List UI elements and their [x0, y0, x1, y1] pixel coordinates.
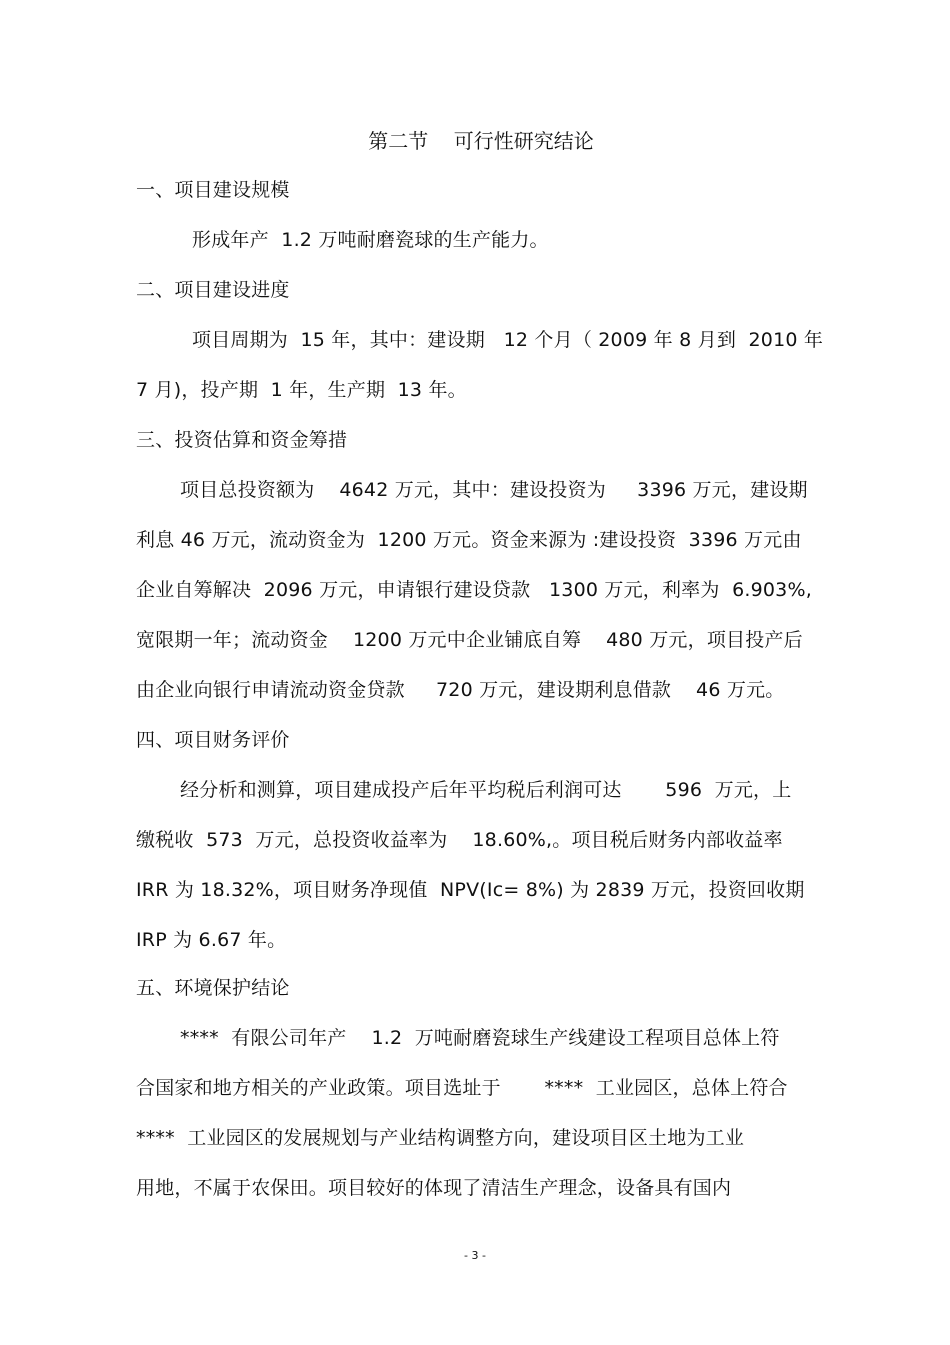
heading-investment: 三、投资估算和资金筹措 [136, 429, 348, 451]
paragraph-line: 项目总投资额为 4642 万元，其中：建设投资为 3396 万元，建设期 [180, 479, 808, 501]
paragraph-line: 宽限期一年；流动资金 1200 万元中企业铺底自筹 480 万元，项目投产后 [136, 629, 803, 651]
paragraph-line: 用地，不属于农保田。项目较好的体现了清洁生产理念，设备具有国内 [136, 1177, 732, 1199]
heading-project-scale: 一、项目建设规模 [136, 179, 290, 201]
paragraph-line: **** 工业园区的发展规划与产业结构调整方向，建设项目区土地为工业 [136, 1127, 745, 1149]
heading-environmental-conclusion: 五、环境保护结论 [136, 977, 290, 999]
heading-financial-evaluation: 四、项目财务评价 [136, 729, 290, 751]
paragraph-line: 项目周期为 15 年，其中：建设期 12 个月（ 2009 年 8 月到 2010 年 [192, 329, 824, 351]
paragraph-line: IRR 为 18.32%，项目财务净现值 NPV(Ic= 8%) 为 2839 万元，投资回收期 [136, 879, 805, 901]
heading-project-schedule: 二、项目建设进度 [136, 279, 290, 301]
section-title: 第二节 可行性研究结论 [368, 129, 594, 153]
paragraph-line: 经分析和测算，项目建成投产后年平均税后利润可达 596 万元，上 [180, 779, 792, 801]
paragraph-line: 合国家和地方相关的产业政策。项目选址于 **** 工业园区，总体上符合 [136, 1077, 788, 1099]
paragraph-line: 缴税收 573 万元，总投资收益率为 18.60%,。项目税后财务内部收益率 [136, 829, 783, 851]
paragraph-line: 形成年产 1.2 万吨耐磨瓷球的生产能力。 [192, 229, 549, 251]
paragraph-line: IRP 为 6.67 年。 [136, 929, 287, 951]
paragraph-line: 企业自筹解决 2096 万元，申请银行建设贷款 1300 万元，利率为 6.903%, [136, 579, 812, 601]
paragraph-line: 利息 46 万元，流动资金为 1200 万元。资金来源为 :建设投资 3396 万元由 [136, 529, 802, 551]
paragraph-line: 由企业向银行申请流动资金贷款 720 万元，建设期利息借款 46 万元。 [136, 679, 785, 701]
page-number: - 3 - [464, 1249, 486, 1262]
paragraph-line: 7 月)，投产期 1 年，生产期 13 年。 [136, 379, 467, 401]
paragraph-line: **** 有限公司年产 1.2 万吨耐磨瓷球生产线建设工程项目总体上符 [180, 1027, 780, 1049]
